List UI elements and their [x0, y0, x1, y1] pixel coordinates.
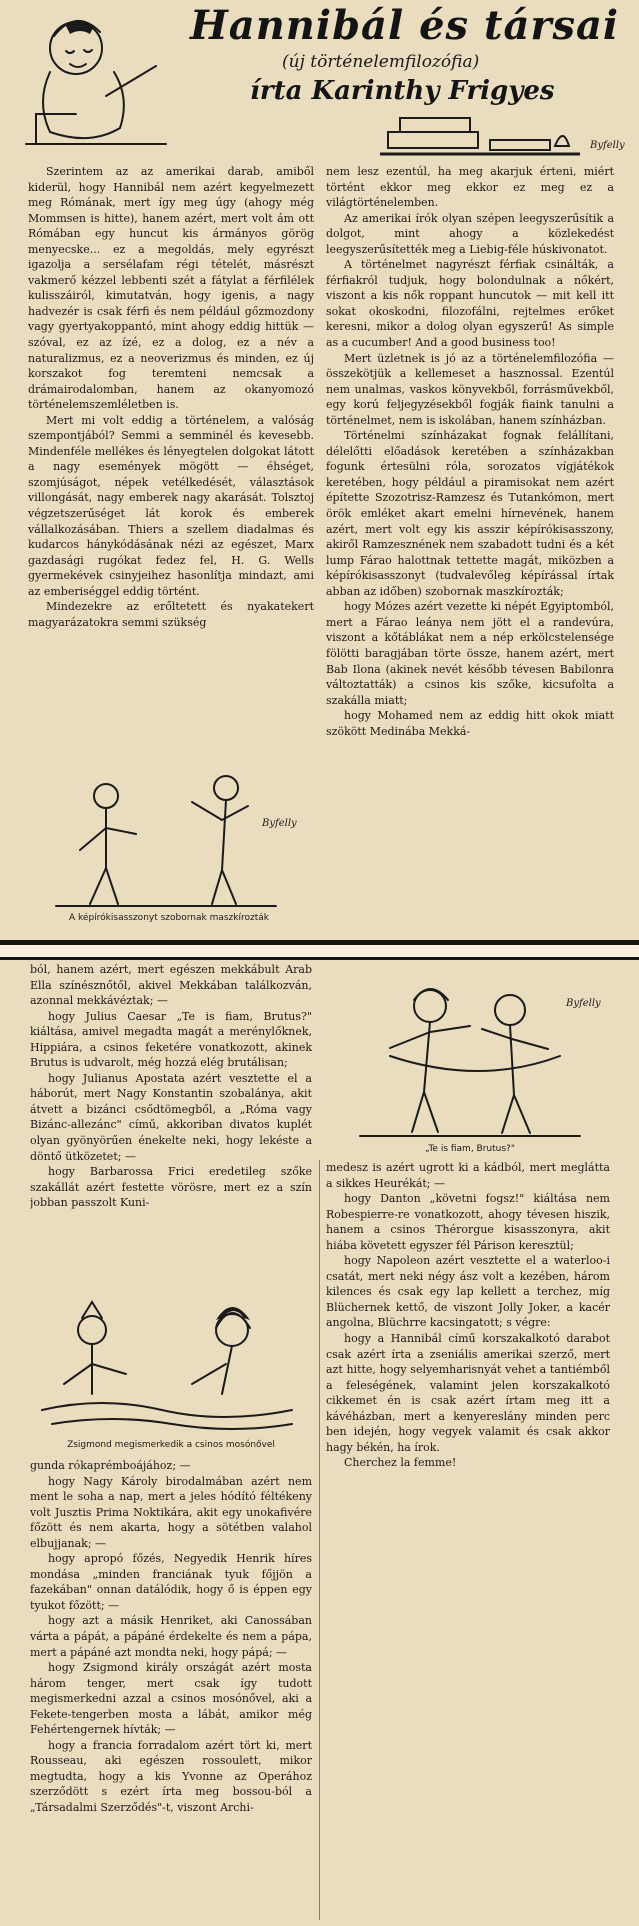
paragraph: A történelmet nagyrészt férfiak csinálták, a férfiakról tudjuk, hogy bolondulnak a nőkért, viszont a kis nők roppant huncutok — mit kell itt sokat okoskodni, filozofálni, rejtelmes erőket keresni, mikor a dolog olyan egyszerű! As simple as a cucumber! And a good business too! — [326, 258, 614, 350]
sculptor-illustration — [36, 766, 302, 912]
paragraph: hogy Napoleon azért vesztette el a waterloo-i csatát, mert neki négy ász volt a kezében, három kilences és csak egy lap kellett a terchez, míg Blüchernek kettő, de viszont Jolly Joker, a kacér angolna, Blüchrre kacsingatott; s végre: — [326, 1254, 610, 1330]
paragraph: Mert üzletnek is jó az a történelemfilozófia — összekötjük a kellemeset a hasznossal. Ezentúl nem unalmas, vaskos könyvekből, forrásművekből, egy korú feljegyzésekből fogják fiaink tanulni a történelmet, nem is iskolában, hanem színházban. — [326, 351, 614, 427]
paragraph: medesz is azért ugrott ki a kádból, mert meglátta a sikkes Heurékát; — — [326, 1161, 610, 1190]
svg-text:Byfelly: Byfelly — [566, 998, 601, 1009]
paragraph: hogy Danton „követni fogsz!" kiáltása nem Robespierre-re vonatkozott, ahogy tévesen hiszik, hanem a csinos Thérorgue kisasszonyra, akit hiába követett egyszer fél Párison keresztül; — [326, 1192, 610, 1252]
paragraph: hogy a francia forradalom azért tört ki, mert Rousseau, aki egészen rossoulett, mikor megtudta, hogy a kis Yvonne az Operához szerződött s ezért írta meg bossou-ból a „Társadalmi Szerződés"-t, viszont Archi- — [30, 1738, 312, 1815]
paragraph: Szerintem az az amerikai darab, amiből kiderül, hogy Hannibál nem azért kegyelmezett meg Rómának, mert így meg úgy (ahogy még Mommsen is hitte), hanem azért, mert volt ám ott Rómában egy huncut kis ármányos görög menyecske... ez a megoldás, mely egyrészt igazolja a sersélafam régi tételét, másrészt vakmerő kézzel lebbenti szét a fátylat a férfilélek kulisszáiról, kimutatván, hogy igenis, a nagy hadvezér is csak férfi és nem például gőzmozdony vagy gyertyakoppantó, mint ahogy eddig hittük — szóval, ez az ízé, ez a dolog, ez a név a naturalizmus, ez a neoverizmus és minden, ez új korszakot fog teremteni nemcsak a drámairodalomban, hanem az okanyomozó történelemszemléletben is. — [28, 165, 314, 412]
paragraph: Az amerikai írók olyan szépen leegyszerűsítik a dolgot, mint ahogy a közlekedést leegyszerűsítették meg a Liebig-féle húskivonatot. — [326, 211, 614, 256]
article-title: Hannibál és társai — [190, 2, 620, 49]
paragraph: hogy azt a másik Henriket, aki Canossában várta a pápát, a pápáné érdekelte és nem a pápa, mert a pápáné azt mondta neki, hogy pápá; — — [30, 1614, 312, 1659]
paragraph: hogy Julius Caesar „Te is fiam, Brutus?" kiáltása, amivel megadta magát a merénylőknek, Hippiára, a csinos feketére vonatkozott, akinek Brutus is udvarolt, még hozzá elég brutálisan; — [30, 1009, 312, 1070]
page1-column-2 — [326, 164, 614, 944]
paragraph: ból, hanem azért, mert egészen mekkábult Arab Ella színésznőtől, akivel Mekkában találkozván, azonnal mekkávéztak; — — [30, 963, 312, 1008]
paragraph: Mert mi volt eddig a történelem, a valóság szempontjából? Semmi a semminél és kevesebb. Mindenféle mellékes és lényegtelen dolgokat látott a nagy események mögött — éhséget, szomjúságot, népek vetélkedését, választások villongását, nagy emberek nagy akarását. Tolsztoj végzetszerűséget lát korok és emberek vállalkozásában. Thiers a szellem diadalmas és kudarcos hánykódásának nézi az egészet, Marx gazdasági rugókat fedez fel, H. G. Wells gyermekévek csinyjeihez hasonlítja mindazt, ami az emberiséggel eddig történt. — [28, 413, 314, 598]
paragraph: hogy Barbarossa Frici eredetileg szőke szakállát azért festette vörösre, mert ez a szín jobban passzolt Kuni- — [30, 1165, 312, 1210]
paragraph: Történelmi színházakat fognak felállítani, délelőtti előadások keretében a színházakban fogunk értesülni róla, sorozatos vígjátékok keretében, hogy például a piramisokat nem azért építette Szozotrisz-Ramzesz és Tutankómon, mert örök emléket akart emelni hírnevének, hanem azért, mert volt egy kis asszir képírókisasszony, akiről Ramzesznének nem szabadott tudni és a két lump Fárao halottnak tettette magát, miközben a képírókisasszonyt (tudvalevőleg képírással írtak abban az időben) szobornak maszkírozták; — [326, 429, 614, 598]
paragraph: hogy a Hannibál című korszakalkotó darabot csak azért írta a zseniális amerikai szerző, mert azt hitte, hogy selyemharisnyát vehet a tantiémből a feleségének, valamint jelen korszakalkotó cikkemet én is csak azért írtam meg itt a kávéházban, mert a kenyereslány minden perc ben idején, hogy vegyek valamit és csak akkor hagy békén, ha írok. — [326, 1332, 610, 1454]
paragraph: hogy Mózes azért vezette ki népét Egyiptomból, mert a Fárao leánya nem jött el a randevúra, viszont a kőtáblákat nem a nép erkölcstelensége fölötti baragjában törte össze, hanem azért, mert Bab Ilona (akinek nevét később tévesen Babilonra változtatták) a csinos kis szőke, kicsufolta a szakálla miatt; — [326, 600, 614, 707]
page1-column-1 — [28, 164, 314, 764]
artist-signature: Byfelly — [590, 140, 625, 151]
page2-column-2 — [326, 1160, 610, 1560]
paragraph: Cherchez la femme! — [344, 1456, 457, 1470]
paragraph: Mindezekre az erőltetett és nyakatekert magyarázatokra semmi szükség — [28, 600, 314, 629]
writer-illustration — [6, 6, 176, 156]
article-byline: írta Karinthy Frigyes — [250, 76, 555, 106]
page1-caption: A képírókisasszonyt szobornak maszkírozták — [69, 913, 269, 923]
page-gap — [0, 945, 639, 957]
article-subtitle: (új történelemfilozófia) — [282, 52, 480, 72]
header — [0, 0, 639, 160]
paragraph: hogy Nagy Károly birodalmában azért nem ment le soha a nap, mert a jeles hódító féltékeny volt Jusztis Prima Noktikára, akit egy unokafivére főzött és nem akarta, hogy a sötétben valahol elbujjanak; — — [30, 1474, 312, 1550]
column-rule — [319, 1160, 320, 1920]
page2-caption-left: Zsigmond megismerkedik a csinos mosónővel — [67, 1440, 275, 1450]
paragraph: hogy Julianus Apostata azért vesztette el a háborút, mert Nagy Konstantin szobalánya, akit átvett a bizánci csődtömegből, a „Róma vagy Bizánc-allezánc" című, akkoriban divatos kuplét olyan gyönyörűen énekelte neki, hogy lekéste a döntő ütközetet; — — [30, 1071, 312, 1163]
page-divider — [0, 957, 639, 960]
caesar-brutus-illustration — [330, 966, 610, 1142]
paragraph: hogy Zsigmond király országát azért mosta három tenger, mert csak így tudott megismerkedni azzal a csinos mosónővel, aki a Fekete-tengerben mosta a lábát, amikor még Fehértengernek hívták; — — [30, 1661, 312, 1737]
books-illustration — [380, 110, 580, 170]
page2-column-1-bottom — [30, 1458, 312, 1922]
page2-caption-right: „Te is fiam, Brutus?" — [425, 1144, 515, 1154]
washerwoman-illustration — [32, 1290, 308, 1436]
svg-text:Byfelly: Byfelly — [262, 818, 297, 829]
paragraph: hogy apropó főzés, Negyedik Henrik híres mondása „minden franciának tyuk főjjön a fazekában" onnan datálódik, hogy ő is éppen egy tyukot főzött; — — [30, 1552, 312, 1612]
page2-column-1-top — [30, 962, 312, 1286]
paragraph: nem lesz ezentúl, ha meg akarjuk érteni, miért történt ekkor meg ekkor ez meg ez a világtörténelemben. — [326, 165, 614, 210]
paragraph: hogy Mohamed nem az eddig hitt okok miatt szökött Medinába Mekká- — [326, 709, 614, 738]
paragraph: gunda rókaprémboájához; — — [30, 1459, 191, 1472]
